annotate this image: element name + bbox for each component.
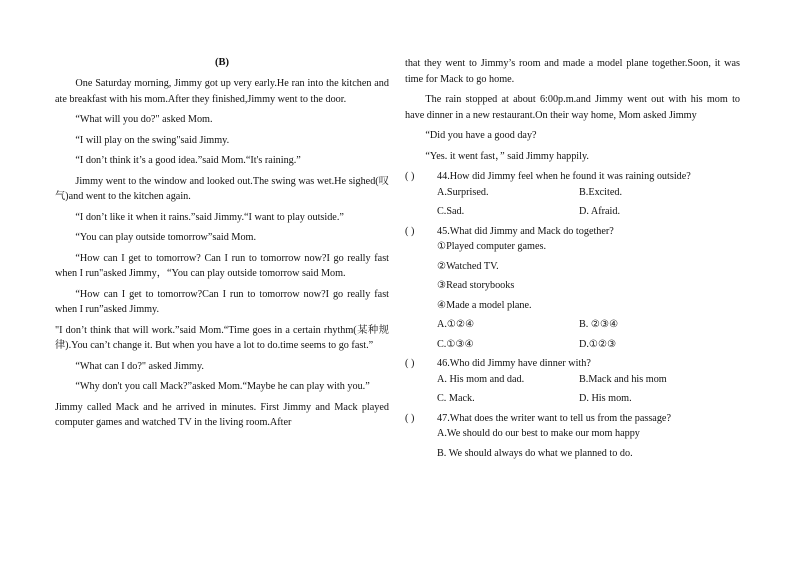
passage-paragraph: “What will you do?" asked Mom. bbox=[75, 114, 213, 125]
answer-bracket[interactable]: ( ) bbox=[405, 171, 415, 182]
activity-item: ①Played computer games. bbox=[437, 241, 546, 252]
question-text: 44.How did Jimmy feel when he found it was raining outside? bbox=[437, 171, 691, 182]
question-45 bbox=[405, 224, 740, 240]
option-b[interactable]: B. ②③④ bbox=[579, 319, 619, 330]
options-row bbox=[437, 185, 740, 201]
option-b[interactable]: B.Excited. bbox=[579, 186, 623, 198]
passage-paragraph: “Why don't you call Mack?”asked Mom.“Maybe he can play with you.” bbox=[75, 381, 370, 392]
question-text: 46.Who did Jimmy have dinner with? bbox=[437, 358, 591, 369]
passage-paragraph: “I will play on the swing"said Jimmy. bbox=[75, 134, 230, 146]
option-c[interactable]: C. Mack. bbox=[437, 393, 475, 404]
passage-paragraph: “I don’t think it’s a good idea.”said Mom.“It's raining.” bbox=[75, 155, 301, 166]
options-row bbox=[437, 317, 740, 333]
options-row bbox=[437, 372, 740, 388]
answer-bracket[interactable]: ( ) bbox=[405, 225, 415, 237]
question-46 bbox=[405, 356, 740, 372]
passage-paragraph: Jimmy called Mack and he arrived in minutes. First Jimmy and Mack played computer games and watched TV in the living room.After bbox=[55, 401, 389, 428]
passage-paragraph: “What can I do?" asked Jimmy. bbox=[75, 360, 204, 372]
passage-paragraph: “I don’t like it when it rains.”said Jimmy.“I want to play outside.” bbox=[75, 211, 344, 223]
activity-item: ③Read storybooks bbox=[437, 280, 515, 291]
question-44 bbox=[405, 169, 740, 185]
option-a[interactable]: A.We should do our best to make our mom happy bbox=[437, 428, 640, 439]
options-row bbox=[437, 204, 740, 220]
option-a[interactable]: A. His mom and dad. bbox=[437, 373, 525, 385]
activity-item: ④Made a model plane. bbox=[437, 299, 532, 311]
passage-paragraph: “You can play outside tomorrow”said Mom. bbox=[75, 232, 257, 243]
passage-paragraph: “Did you have a good day? bbox=[425, 130, 537, 141]
right-column bbox=[405, 56, 740, 465]
option-d[interactable]: D. His mom. bbox=[579, 393, 632, 404]
option-c[interactable]: C.Sad. bbox=[437, 206, 465, 217]
left-column bbox=[55, 56, 389, 436]
passage-paragraph: “How can I get to tomorrow?Can I run to tomorrow now?I go really fast when I run”asked Jimmy. bbox=[55, 288, 389, 315]
option-b[interactable]: B. We should always do what we planned to do. bbox=[437, 447, 633, 459]
answer-bracket[interactable]: ( ) bbox=[405, 412, 415, 424]
question-text: 47.What does the writer want to tell us from the passage? bbox=[437, 412, 671, 424]
option-b[interactable]: B.Mack and his mom bbox=[579, 373, 667, 385]
option-d[interactable]: D. Afraid. bbox=[579, 206, 621, 217]
passage-paragraph: One Saturday morning, Jimmy got up very early.He ran into the kitchen and ate breakfast with his mom.After they finished,Jimmy went to the door. bbox=[55, 78, 389, 105]
option-a[interactable]: A.Surprised. bbox=[437, 186, 489, 198]
question-47 bbox=[405, 411, 740, 427]
passage-paragraph: “Yes. it went fast，” said Jimmy happily. bbox=[425, 150, 589, 162]
passage-paragraph: “How can I get to tomorrow? Can I run to tomorrow now?I go really fast when I run"asked Jimmy，“You can play outside tomorrow said Mom. bbox=[55, 252, 389, 279]
options-row bbox=[437, 391, 740, 407]
answer-bracket[interactable]: ( ) bbox=[405, 358, 415, 369]
options-row bbox=[437, 337, 740, 353]
option-a[interactable]: A.①②④ bbox=[437, 319, 475, 330]
passage-paragraph: Jimmy went to the window and looked out.The swing was wet.He sighed(叹气)and went to the kitchen again. bbox=[55, 175, 389, 202]
activity-item: ②Watched TV. bbox=[437, 260, 499, 272]
passage-paragraph: The rain stopped at about 6:00p.m.and Jimmy went out with his mom to have dinner in a new restaurant.On their way home, Mom asked Jimmy bbox=[405, 94, 740, 121]
question-text: 45.What did Jimmy and Mack do together? bbox=[437, 225, 614, 237]
option-c[interactable]: C.①③④ bbox=[437, 338, 474, 350]
passage-paragraph: that they went to Jimmy’s room and made a model plane together.Soon, it was time for Mack to go home. bbox=[405, 58, 740, 85]
passage-paragraph: "I don’t think that will work.”said Mom.“Time goes in a certain rhythm(某种规律).You can’t change it. But when you have a lot to do.time seems to go fast.” bbox=[55, 324, 389, 351]
section-title: (B) bbox=[215, 57, 229, 68]
option-d[interactable]: D.①②③ bbox=[579, 338, 617, 350]
